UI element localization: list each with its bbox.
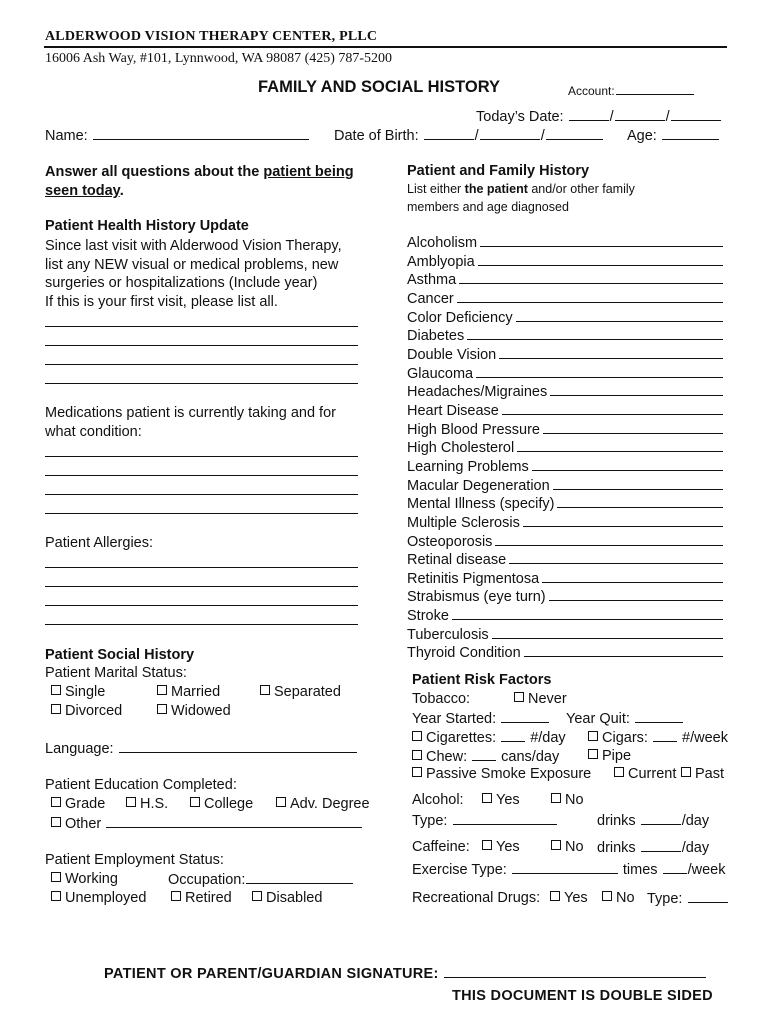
condition-row <box>407 365 723 384</box>
unit-label: cans/day <box>501 749 560 765</box>
education-option-grade[interactable] <box>45 796 105 812</box>
type-label: Type: <box>412 813 448 829</box>
other-education-field[interactable] <box>106 815 362 828</box>
checkbox[interactable] <box>126 797 136 807</box>
chew-option[interactable] <box>406 748 559 765</box>
condition-row <box>407 551 723 570</box>
option-label: Unemployed <box>65 890 147 906</box>
marital-option-widowed[interactable] <box>151 703 231 719</box>
year-started-label: Year Started: <box>412 711 497 727</box>
cigarettes-field[interactable] <box>501 729 525 742</box>
account-row <box>568 82 695 98</box>
option-label: Yes <box>496 792 520 808</box>
checkbox[interactable] <box>157 685 167 695</box>
risk-heading: Patient Risk Factors <box>412 672 552 688</box>
checkbox[interactable] <box>482 793 492 803</box>
education-option-adv-degree[interactable] <box>270 796 370 812</box>
condition-field[interactable] <box>523 514 723 527</box>
option-label: Yes <box>564 890 588 906</box>
allergies-line[interactable] <box>45 624 358 625</box>
dob-row <box>334 127 604 144</box>
option-label: Separated <box>274 684 341 700</box>
rec-drugs-no-option[interactable] <box>596 890 635 906</box>
option-label: H.S. <box>140 796 169 812</box>
instruction-pre: Answer all questions about the <box>45 164 264 180</box>
alcohol-type-field[interactable] <box>453 812 557 825</box>
employment-option-retired[interactable] <box>165 890 232 906</box>
checkbox[interactable] <box>550 891 560 901</box>
todays-date-month[interactable] <box>569 108 609 121</box>
medications-line[interactable] <box>45 494 358 495</box>
account-field[interactable] <box>616 82 694 95</box>
age-row <box>627 127 720 144</box>
type-label: Type: <box>647 891 683 907</box>
org-name: ALDERWOOD VISION THERAPY CENTER, PLLC <box>45 29 378 44</box>
condition-field[interactable] <box>516 309 723 322</box>
chew-field[interactable] <box>472 748 496 761</box>
health-line[interactable] <box>45 345 358 346</box>
alcohol-label: Alcohol: <box>412 792 464 808</box>
checkbox[interactable] <box>551 840 561 850</box>
exercise-type-label: Exercise Type: <box>412 862 507 878</box>
account-label: Account: <box>568 84 615 98</box>
date-slash: / <box>540 128 545 144</box>
condition-label: Headaches/Migraines <box>407 384 548 401</box>
family-instr-pre: List either <box>407 182 465 196</box>
condition-label: Retinal disease <box>407 552 507 569</box>
tobacco-label: Tobacco: <box>412 691 471 707</box>
instruction-post: . <box>119 183 124 199</box>
condition-field[interactable] <box>452 607 723 620</box>
unit-label: #/day <box>530 730 566 746</box>
health-text <box>45 237 342 311</box>
condition-field[interactable] <box>550 383 723 396</box>
health-line[interactable] <box>45 326 358 327</box>
drinks-label: drinks <box>597 840 636 856</box>
allergies-label: Patient Allergies: <box>45 535 154 551</box>
year-quit-row <box>566 710 684 727</box>
condition-field[interactable] <box>478 253 723 266</box>
family-instr-bold: the patient <box>464 182 528 196</box>
option-label: Chew: <box>426 749 468 765</box>
unit-label: /week <box>687 862 726 878</box>
condition-label: Cancer <box>407 290 454 307</box>
condition-field[interactable] <box>476 365 723 378</box>
option-label: Retired <box>185 890 232 906</box>
option-label: Working <box>65 871 118 887</box>
name-row <box>45 127 310 144</box>
condition-field[interactable] <box>542 570 723 583</box>
condition-label: Color Deficiency <box>407 309 513 326</box>
todays-date-row <box>476 108 722 125</box>
checkbox[interactable] <box>51 872 61 882</box>
marital-option-divorced[interactable] <box>45 703 122 719</box>
condition-label: Macular Degeneration <box>407 477 550 494</box>
allergies-line[interactable] <box>45 605 358 606</box>
checkbox[interactable] <box>51 704 61 714</box>
education-label: Patient Education Completed: <box>45 777 237 793</box>
checkbox[interactable] <box>412 750 422 760</box>
current-option[interactable] <box>608 766 676 782</box>
exercise-type-field[interactable] <box>512 861 618 874</box>
medications-line[interactable] <box>45 475 358 476</box>
checkbox[interactable] <box>51 817 61 827</box>
checkbox[interactable] <box>412 731 422 741</box>
medications-text-line: Medications patient is currently taking and for <box>45 405 336 421</box>
family-heading: Patient and Family History <box>407 163 590 179</box>
employment-label: Patient Employment Status: <box>45 852 224 868</box>
condition-field[interactable] <box>509 551 723 564</box>
condition-field[interactable] <box>517 439 723 452</box>
employment-option-working[interactable] <box>45 871 118 887</box>
condition-label: High Cholesterol <box>407 440 515 457</box>
alcohol-yes-option[interactable] <box>476 792 520 808</box>
checkbox[interactable] <box>551 793 561 803</box>
alcohol-no-option[interactable] <box>545 792 584 808</box>
option-label: Grade <box>65 796 106 812</box>
medications-line[interactable] <box>45 456 358 457</box>
option-label: Passive Smoke Exposure <box>426 766 592 782</box>
option-label: Pipe <box>602 748 632 764</box>
instruction <box>45 163 365 201</box>
condition-label: Heart Disease <box>407 402 499 419</box>
condition-field[interactable] <box>467 327 723 340</box>
checkbox[interactable] <box>514 692 524 702</box>
condition-row <box>407 271 723 290</box>
allergies-line[interactable] <box>45 567 358 568</box>
health-line[interactable] <box>45 383 358 384</box>
condition-row <box>407 477 723 496</box>
condition-row <box>407 346 723 365</box>
caffeine-label: Caffeine: <box>412 839 470 855</box>
checkbox[interactable] <box>51 797 61 807</box>
checkbox[interactable] <box>681 767 691 777</box>
condition-row <box>407 309 723 328</box>
condition-row <box>407 495 723 514</box>
caffeine-no-option[interactable] <box>545 839 584 855</box>
rec-drugs-label: Recreational Drugs: <box>412 890 541 906</box>
condition-field[interactable] <box>557 495 723 508</box>
drinks-label: drinks <box>597 813 636 829</box>
unit-label: #/week <box>682 730 728 746</box>
condition-field[interactable] <box>459 271 723 284</box>
condition-field[interactable] <box>480 234 723 247</box>
caffeine-drinks-field[interactable] <box>641 839 681 852</box>
name-field[interactable] <box>93 127 309 140</box>
condition-field[interactable] <box>495 533 723 546</box>
form-title: FAMILY AND SOCIAL HISTORY <box>258 78 501 96</box>
condition-row <box>407 533 723 552</box>
medications-line[interactable] <box>45 513 358 514</box>
option-label: Disabled <box>266 890 323 906</box>
signature-row <box>104 965 707 982</box>
dob-day[interactable] <box>480 127 540 140</box>
exercise-row <box>412 861 725 878</box>
option-label: Past <box>695 766 725 782</box>
checkbox[interactable] <box>260 685 270 695</box>
condition-label: Stroke <box>407 608 449 625</box>
unit-label: /day <box>681 813 710 829</box>
condition-label: Glaucoma <box>407 365 474 382</box>
condition-field[interactable] <box>492 626 723 639</box>
instruction-emphasis: patient being seen today <box>45 164 354 199</box>
language-field[interactable] <box>119 740 357 753</box>
family-instruction <box>407 181 635 216</box>
conditions-list <box>407 234 723 663</box>
option-label: Other <box>65 816 102 832</box>
cigars-field[interactable] <box>653 729 677 742</box>
condition-label: Diabetes <box>407 328 465 345</box>
checkbox[interactable] <box>190 797 200 807</box>
condition-field[interactable] <box>549 588 723 601</box>
condition-label: High Blood Pressure <box>407 421 540 438</box>
option-label: Current <box>628 766 677 782</box>
checkbox[interactable] <box>276 797 286 807</box>
checkbox[interactable] <box>171 891 181 901</box>
condition-row <box>407 644 723 663</box>
condition-row <box>407 383 723 402</box>
times-label: times <box>622 862 658 878</box>
cigarettes-option[interactable] <box>406 729 566 746</box>
condition-row <box>407 327 723 346</box>
marital-option-single[interactable] <box>45 684 105 700</box>
checkbox[interactable] <box>614 767 624 777</box>
dob-year[interactable] <box>546 127 603 140</box>
year-quit-field[interactable] <box>635 710 683 723</box>
org-address: 16006 Ash Way, #101, Lynnwood, WA 98087 (425) 787-5200 <box>45 51 393 66</box>
year-quit-label: Year Quit: <box>566 711 630 727</box>
condition-label: Strabismus (eye turn) <box>407 589 546 606</box>
health-heading: Patient Health History Update <box>45 218 249 234</box>
allergies-line[interactable] <box>45 586 358 587</box>
condition-label: Osteoporosis <box>407 533 493 550</box>
past-option[interactable] <box>675 766 724 782</box>
condition-field[interactable] <box>502 402 723 415</box>
option-label: Cigars: <box>602 730 648 746</box>
marital-option-separated[interactable] <box>254 684 341 700</box>
checkbox[interactable] <box>252 891 262 901</box>
health-text-line: If this is your first visit, please list all. <box>45 293 278 310</box>
health-text-line: list any NEW visual or medical problems, new <box>45 256 339 273</box>
option-label: Never <box>528 691 567 707</box>
occupation-label: Occupation: <box>168 872 246 888</box>
header-rule <box>44 46 727 48</box>
todays-date-year[interactable] <box>671 108 721 121</box>
date-slash: / <box>474 128 479 144</box>
option-label: Adv. Degree <box>290 796 370 812</box>
checkbox[interactable] <box>602 891 612 901</box>
marital-option-married[interactable] <box>151 684 220 700</box>
education-option-college[interactable] <box>184 796 253 812</box>
rec-drugs-type-field[interactable] <box>688 890 728 903</box>
condition-field[interactable] <box>524 644 723 657</box>
checkbox[interactable] <box>51 891 61 901</box>
option-label: Cigarettes: <box>426 730 497 746</box>
option-label: College <box>204 796 254 812</box>
condition-row <box>407 234 723 253</box>
education-option-hs[interactable] <box>120 796 168 812</box>
condition-label: Learning Problems <box>407 458 529 475</box>
health-text-line: surgeries or hospitalizations (Include year) <box>45 275 318 292</box>
condition-row <box>407 402 723 421</box>
condition-row <box>407 514 723 533</box>
rec-drugs-yes-option[interactable] <box>544 890 588 906</box>
name-label: Name: <box>45 128 88 144</box>
double-sided-note: THIS DOCUMENT IS DOUBLE SIDED <box>452 988 713 1004</box>
health-line[interactable] <box>45 364 358 365</box>
option-label: No <box>616 890 635 906</box>
checkbox[interactable] <box>157 704 167 714</box>
dob-label: Date of Birth: <box>334 128 419 144</box>
checkbox[interactable] <box>412 767 422 777</box>
family-instr-line2: members and age diagnosed <box>407 199 569 214</box>
year-started-row <box>412 710 550 727</box>
condition-row <box>407 458 723 477</box>
exercise-times-field[interactable] <box>663 861 687 874</box>
pipe-option[interactable] <box>582 748 631 764</box>
condition-label: Retinitis Pigmentosa <box>407 570 540 587</box>
todays-date-day[interactable] <box>615 108 665 121</box>
condition-field[interactable] <box>543 421 723 434</box>
option-label: Single <box>65 684 106 700</box>
option-label: No <box>565 839 584 855</box>
employment-option-unemployed[interactable] <box>45 890 146 906</box>
condition-row <box>407 607 723 626</box>
social-heading: Patient Social History <box>45 647 195 663</box>
checkbox[interactable] <box>51 685 61 695</box>
caffeine-drinks-row <box>597 839 709 856</box>
signature-label: PATIENT OR PARENT/GUARDIAN SIGNATURE: <box>104 966 439 982</box>
checkbox[interactable] <box>588 749 598 759</box>
option-label: Divorced <box>65 703 123 719</box>
condition-row <box>407 588 723 607</box>
employment-option-disabled[interactable] <box>246 890 322 906</box>
condition-field[interactable] <box>532 458 723 471</box>
health-text-line: Since last visit with Alderwood Vision Therapy, <box>45 238 342 254</box>
medications-text <box>45 404 336 442</box>
condition-label: Tuberculosis <box>407 626 489 643</box>
option-label: Married <box>171 684 221 700</box>
condition-row <box>407 626 723 645</box>
education-option-other[interactable] <box>45 815 363 832</box>
checkbox[interactable] <box>588 731 598 741</box>
condition-label: Asthma <box>407 272 457 289</box>
dob-month[interactable] <box>424 127 474 140</box>
signature-field[interactable] <box>444 965 706 978</box>
option-label: Widowed <box>171 703 231 719</box>
condition-label: Thyroid Condition <box>407 645 521 662</box>
alcohol-type-row <box>412 812 558 829</box>
language-label: Language: <box>45 741 114 757</box>
unit-label: /day <box>681 840 710 856</box>
age-label: Age: <box>627 128 657 144</box>
condition-row <box>407 421 723 440</box>
year-started-field[interactable] <box>501 710 549 723</box>
todays-date-label: Today’s Date: <box>476 109 564 125</box>
family-instr-post: and/or other family <box>527 182 635 196</box>
caffeine-yes-option[interactable] <box>476 839 520 855</box>
passive-smoke-option[interactable] <box>406 766 591 782</box>
age-field[interactable] <box>662 127 719 140</box>
marital-label: Patient Marital Status: <box>45 665 187 681</box>
condition-row <box>407 290 723 309</box>
option-label: No <box>565 792 584 808</box>
condition-field[interactable] <box>553 477 723 490</box>
condition-label: Alcoholism <box>407 235 478 251</box>
date-slash: / <box>609 109 614 125</box>
condition-row <box>407 570 723 589</box>
medications-text-line: what condition: <box>45 424 142 440</box>
condition-label: Double Vision <box>407 346 497 363</box>
condition-row <box>407 439 723 458</box>
tobacco-never-option[interactable] <box>508 691 567 707</box>
alcohol-drinks-field[interactable] <box>641 812 681 825</box>
checkbox[interactable] <box>482 840 492 850</box>
language-row <box>45 740 358 757</box>
condition-field[interactable] <box>499 346 723 359</box>
occupation-row <box>168 871 354 888</box>
condition-label: Multiple Sclerosis <box>407 514 520 531</box>
condition-label: Amblyopia <box>407 253 475 270</box>
occupation-field[interactable] <box>246 871 353 884</box>
option-label: Yes <box>496 839 520 855</box>
cigars-option[interactable] <box>582 729 728 746</box>
condition-label: Mental Illness (specify) <box>407 496 555 513</box>
condition-row <box>407 253 723 272</box>
alcohol-drinks-row <box>597 812 709 829</box>
date-slash: / <box>665 109 670 125</box>
condition-field[interactable] <box>457 290 723 303</box>
rec-drugs-type-row <box>647 890 729 907</box>
